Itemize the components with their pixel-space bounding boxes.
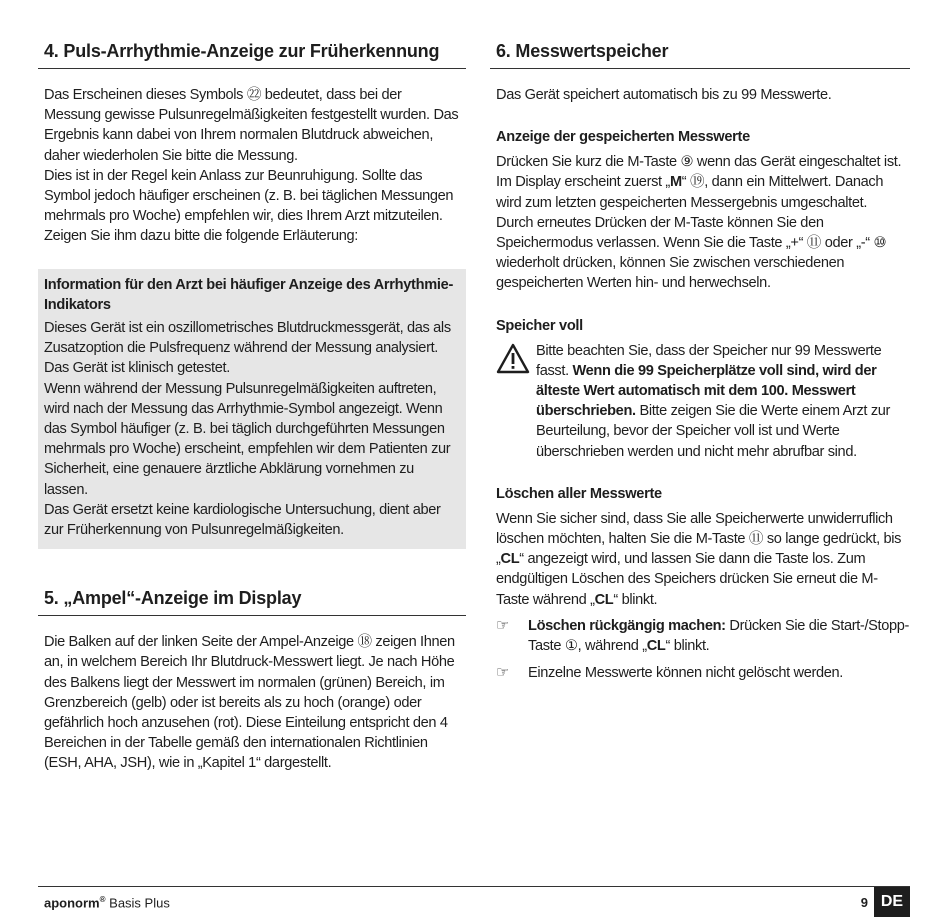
doctor-info-paragraph-1: Dieses Gerät ist ein oszillometrisches Blutdruckmessgerät, das als Zusatzoption die Pulsfrequenz während der Messung analysiert. Das Gerät ist klinisch getestet. xyxy=(44,320,451,377)
memory-full-warning xyxy=(490,341,910,462)
memory-full-text: Bitte beachten Sie, dass der Speicher nur 99 Messwerte fasst. Wenn die 99 Speicherplätze voll sind, wird der älteste Wert automatisch mit dem 100. Messwert überschrieben. Bitte zeigen Sie die Werte einem Arzt zur Beurteilung, bevor der Speicher voll ist und Werte überschrieben werden und nicht mehr abrufbar sind. xyxy=(536,342,891,460)
pointing-hand-icon: ☞ xyxy=(496,616,510,634)
section-4-title: 4. Puls-Arrhythmie-Anzeige zur Früherkennung xyxy=(38,38,466,69)
single-delete-hint-text: Einzelne Messwerte können nicht gelöscht werden. xyxy=(528,665,843,682)
section-5-title: 5. „Ampel“-Anzeige im Display xyxy=(38,585,466,616)
undo-hint-text: Löschen rückgängig machen: Drücken Sie die Start-/Stopp-Taste ①, während „CL“ blinkt. xyxy=(528,617,910,655)
page-footer xyxy=(38,886,910,919)
page-number: 9 xyxy=(860,895,868,910)
brand-name: aponorm® Basis Plus xyxy=(44,895,170,911)
display-memory-body xyxy=(490,152,910,293)
doctor-info-paragraph-2: Wenn während der Messung Pulsunregelmäßigkeiten auftreten, wird nach der Messung das Arrhythmie-Symbol angezeigt. Wenn das Symbol häufiger (z. B. bei täglich durchgeführten Messungen mehrmals pro Woche) erscheint, empfehlen wir dem Patienten zur Sicherheit, eine genauere ärztliche Abklärung vornehmen zu lassen. xyxy=(44,380,451,498)
delete-all-paragraph: Wenn Sie sicher sind, dass Sie alle Speicherwerte unwiderruflich löschen möchten, halten Sie die M-Taste ⑪ so lange gedrückt, bis „CL“ angezeigt wird, und lassen Sie dann die Taste los. Zum endgültigen Löschen des Speichers drücken Sie erneut die M-Taste während „CL“ blinkt. xyxy=(496,510,902,608)
section-5-paragraph: Die Balken auf der linken Seite der Ampel-Anzeige ⑱ zeigen Ihnen an, in welchem Bereich Ihr Blutdruck-Messwert liegt. Je nach Höhe des Balkens liegt der Messwert im normalen (grünen) Bereich, im Grenzbereich (gelb) oder ist bereits als zu hoch (orange) oder gefährlich hoch anzusehen (rot). Diese Einteilung entspricht den 4 Bereichen in der Tabelle gemäß den internationalen Richtlinien (ESH, AHA, JSH), wie in „Kapitel 1“ dargestellt. xyxy=(44,634,455,772)
doctor-info-box xyxy=(38,269,466,550)
undo-hint xyxy=(490,616,910,656)
delete-all-body xyxy=(490,509,910,610)
section-6-title: 6. Messwertspeicher xyxy=(490,38,910,69)
section-4-paragraph-2: Dies ist in der Regel kein Anlass zur Beunruhigung. Sollte das Symbol jedoch häufiger erscheinen (z. B. bei täglichen Messungen mehrmals pro Woche) empfehlen wir, dies Ihrem Arzt mitzuteilen. xyxy=(44,167,454,225)
section-4-paragraph-3: Zeigen Sie ihm dazu bitte die folgende Erläuterung: xyxy=(44,228,358,245)
display-memory-heading: Anzeige der gespeicherten Messwerte xyxy=(496,129,750,146)
memory-full-heading: Speicher voll xyxy=(496,317,583,334)
left-column xyxy=(38,38,466,774)
display-memory-paragraph-1: Drücken Sie kurz die M-Taste ⑨ wenn das Gerät eingeschaltet ist. Im Display erscheint zuerst „M“ ⑲, dann ein Mittelwert. Danach wird zum letzten gespeicherten Messergebnis umgeschaltet. xyxy=(496,154,902,211)
delete-all-heading: Löschen aller Messwerte xyxy=(496,485,662,502)
section-5-body xyxy=(38,632,466,773)
doctor-info-title: Information für den Arzt bei häufiger Anzeige des Arrhythmie-Indikators xyxy=(44,276,454,313)
section-4-paragraph-1: Das Erscheinen dieses Symbols ㉒ bedeutet, dass bei der Messung gewisse Pulsunregelmäßigkeiten festgestellt wurden. Das Ergebnis kann dabei von Ihrem normalen Blutdruck abweichen, daher wiederholen Sie bitte die Messung. xyxy=(44,87,459,164)
display-memory-paragraph-2: Durch erneutes Drücken der M-Taste können Sie den Speichermodus verlassen. Wenn Sie die Taste „+“ ⑪ oder „-“ ⑩ wiederholt drücken, können Sie zwischen verschiedenen gespeicherten Werten hin- und herwechseln. xyxy=(496,214,887,292)
pointing-hand-icon: ☞ xyxy=(496,664,510,682)
single-delete-hint xyxy=(490,663,910,683)
section-6-intro: Das Gerät speichert automatisch bis zu 99 Messwerte. xyxy=(496,87,832,103)
warning-triangle-icon xyxy=(496,341,536,462)
right-column xyxy=(490,38,910,683)
language-badge: DE xyxy=(874,887,910,917)
section-4-body xyxy=(38,85,466,247)
doctor-info-paragraph-3: Das Gerät ersetzt keine kardiologische Untersuchung, dient aber zur Früherkennung von Pulsunregelmäßigkeiten. xyxy=(44,501,441,539)
